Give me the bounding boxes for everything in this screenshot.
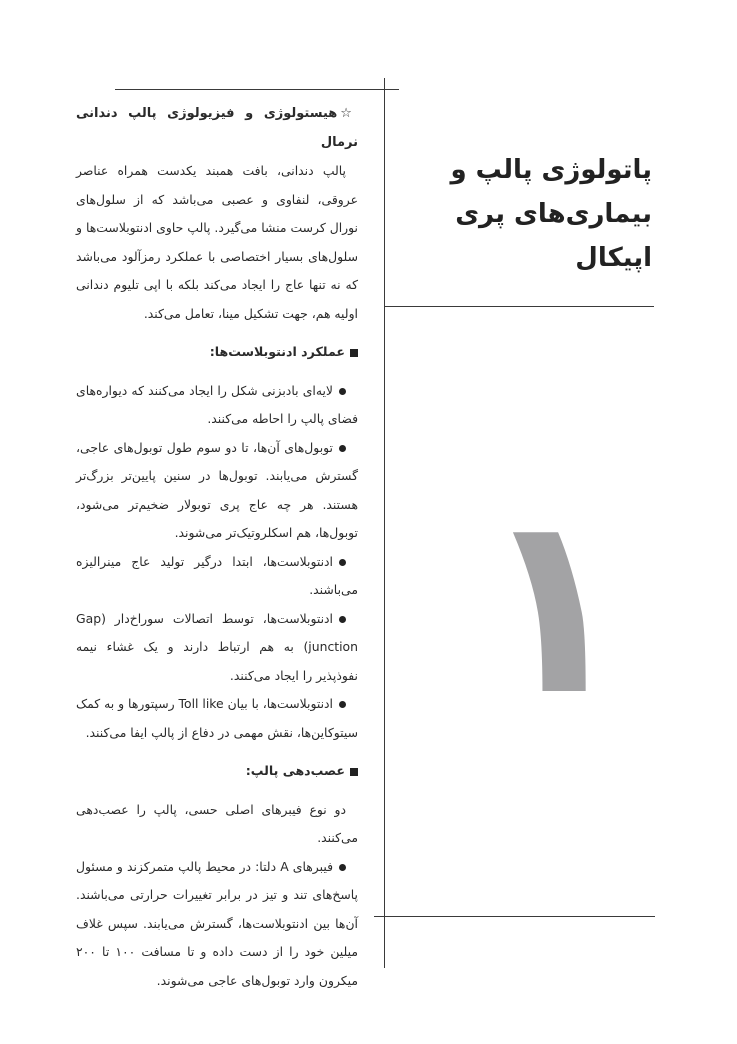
square-bullet-icon bbox=[350, 768, 358, 776]
list-item-text: ادنتوبلاست‌ها، ابتدا درگیر تولید عاج مینرالیزه می‌باشند. bbox=[76, 553, 358, 597]
bottom-rule bbox=[374, 916, 655, 917]
list-item-text: فیبرهای A دلتا: در محیط پالپ متمرکزند و مسئول پاسخ‌های تند و تیز در برابر تغییرات حرارتی می‌باشند. آن‌ها بین ادنتوبلاست‌ها، گسترش می‌یابند. سپس غلاف میلین خود را از دست داده و تا مسافت ۱۰۰ تا ۲۰۰ میکرون وارد توبول‌های عاجی می‌شوند. bbox=[76, 858, 358, 988]
list-item bbox=[76, 690, 358, 747]
chapter-title-line1: پاتولوژی پالپ و bbox=[450, 155, 652, 185]
bullet-dot-icon bbox=[339, 864, 346, 871]
list-item bbox=[76, 434, 358, 548]
vertical-divider bbox=[384, 78, 385, 968]
list-item bbox=[76, 853, 358, 996]
list-item bbox=[76, 605, 358, 691]
chapter-title bbox=[402, 148, 652, 280]
section-heading-odontoblast bbox=[76, 338, 358, 367]
section-heading-text: هیستولوژی و فیزیولوژی پالپ دندانی نرمال bbox=[76, 106, 358, 150]
bullet-dot-icon bbox=[339, 445, 346, 452]
bullet-dot-icon bbox=[339, 701, 346, 708]
square-bullet-icon bbox=[350, 349, 358, 357]
chapter-number: ۱ bbox=[478, 459, 631, 750]
list-item-text: لایه‌ای بادبزنی شکل را ایجاد می‌کنند که دیواره‌های فضای پالپ را احاطه می‌کنند. bbox=[76, 382, 358, 426]
list-item bbox=[76, 548, 358, 605]
top-rule bbox=[115, 89, 399, 90]
section-heading-histology bbox=[76, 100, 358, 157]
paragraph-innervation: دو نوع فیبرهای اصلی حسی، پالپ را عصب‌دهی می‌کنند. bbox=[76, 801, 358, 845]
list-item-text: ادنتوبلاست‌ها، با بیان Toll like رسپتورها و به کمک سیتوکاین‌ها، نقش مهمی در دفاع از پالپ ایفا می‌کنند. bbox=[76, 696, 358, 740]
section-heading-text: عملکرد ادنتوبلاست‌ها: bbox=[209, 344, 345, 359]
section-heading-text: عصب‌دهی پالپ: bbox=[245, 763, 345, 778]
star-icon: ☆ bbox=[340, 106, 358, 121]
list-item-text: ادنتوبلاست‌ها، توسط اتصالات سوراخ‌دار (Gap junction) به هم ارتباط دارند و یک غشاء نیمه نفوذپذیر را ایجاد می‌کنند. bbox=[76, 610, 358, 683]
bullet-dot-icon bbox=[339, 388, 346, 395]
bullet-dot-icon bbox=[339, 559, 346, 566]
title-bottom-rule bbox=[384, 306, 654, 307]
list-item-text: توبول‌های آن‌ها، تا دو سوم طول توبول‌های عاجی، گسترش می‌یابند. توبول‌ها در سنین پایین‌تر بزرگ‌تر هستند. هر چه عاج پری توبولار ضخیم‌تر می‌شود، توبول‌ها، هم اسکلروتیک‌تر می‌شوند. bbox=[76, 439, 358, 540]
section-heading-innervation bbox=[76, 757, 358, 786]
bullet-dot-icon bbox=[339, 616, 346, 623]
list-item bbox=[76, 377, 358, 434]
text-column bbox=[76, 100, 358, 995]
chapter-title-line2: بیماری‌های پری اپیکال bbox=[455, 199, 652, 273]
paragraph-pulp: پالپ دندانی، بافت همبند یکدست همراه عناصر عروقی، لنفاوی و عصبی می‌باشد که از سلول‌های نورال کرست منشا می‌گیرد. پالپ حاوی ادنتوبلاست‌ها و سلول‌های بسیار اختصاصی با عملکرد رمزآلود می‌باشد که نه تنها عاج را ایجاد می‌کند بلکه با اپی تلیوم دندانی اولیه هم، جهت تشکیل مینا، تعامل می‌کند. bbox=[76, 163, 358, 321]
